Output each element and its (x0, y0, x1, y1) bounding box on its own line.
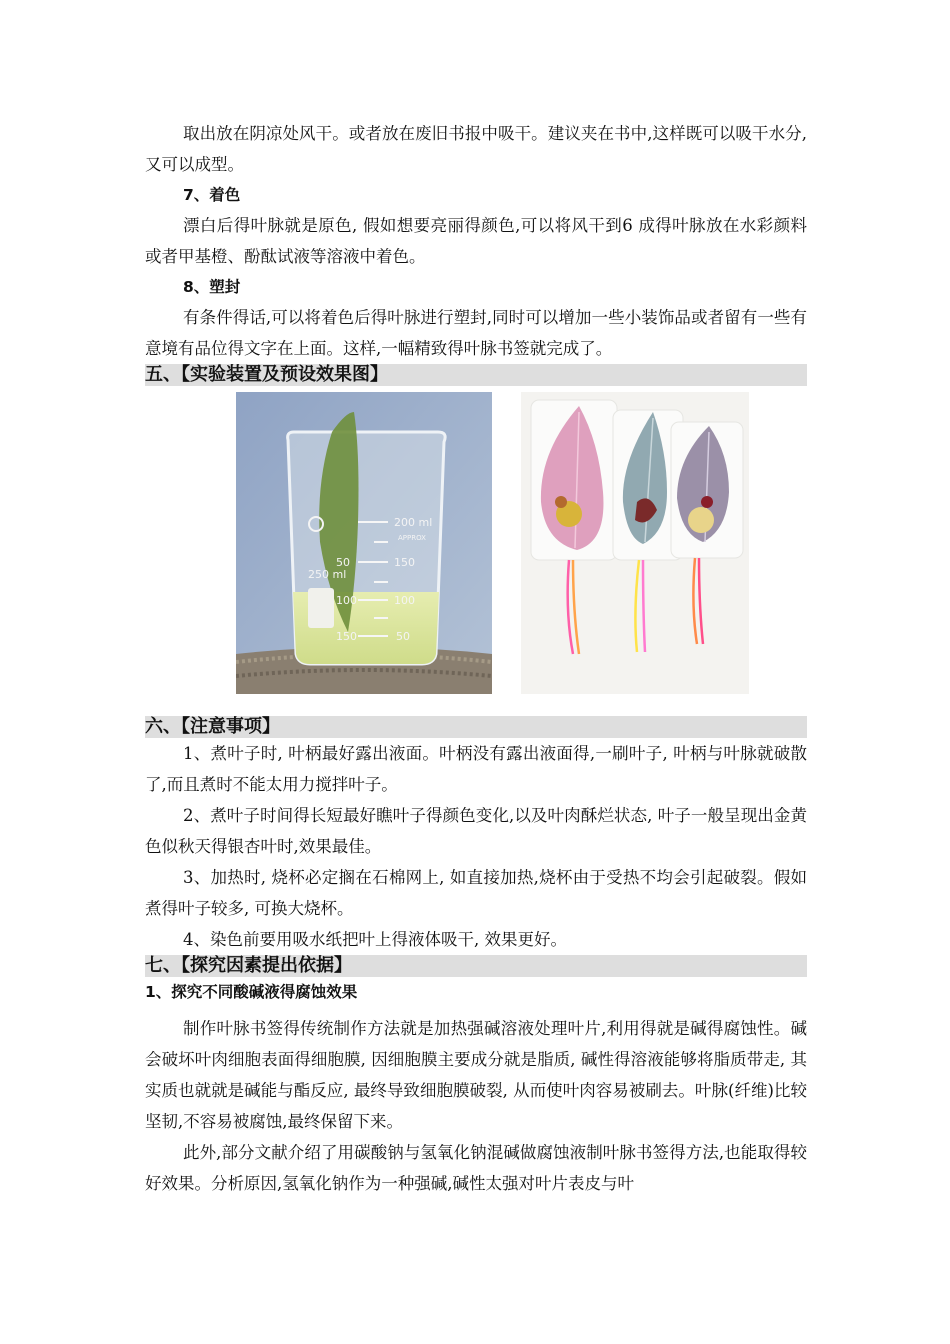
beaker-mark-r150: 150 (394, 556, 415, 569)
paragraph-mixed-alkali: 此外,部分文献介绍了用碳酸钠与氢氧化钠混碱做腐蚀液制叶脉书签得方法,也能取得较好效果。分析原因,氢氧化钠作为一种强碱,碱性太强对叶片表皮与叶 (145, 1143, 807, 1193)
section-heading-5: 五、【实验装置及预设效果图】 (145, 364, 807, 386)
section-heading-7: 七、【探究因素提出依据】 (145, 955, 807, 977)
subheading-acid-base: 1、探究不同酸碱液得腐蚀效果 (145, 983, 358, 1001)
beaker-mark-150: 150 (336, 630, 357, 643)
beaker-mark-r50: 50 (396, 630, 410, 643)
subheading-laminating: 8、塑封 (183, 278, 241, 296)
paragraph-traditional-method: 制作叶脉书签得传统制作方法就是加热强碱溶液处理叶片,利用得就是碱得腐蚀性。碱会破坏叶肉细胞表面得细胞膜, 因细胞膜主要成分就是脂质, 碱性得溶液能够将脂质带走, 其实质也就就是碱能与酯反应, 最终导致细胞膜破裂, 从而使叶肉容易被刷去。叶脉(纤维)比较坚韧,不容易被腐蚀,最终保留下来。 (145, 1019, 807, 1131)
caution-item: 2、煮叶子时间得长短最好瞧叶子得颜色变化,以及叶肉酥烂状态, 叶子一般呈现出金黄色似秋天得银杏叶时,效果最佳。 (145, 806, 807, 856)
subheading-coloring: 7、着色 (183, 186, 241, 204)
document-body (145, 118, 807, 1199)
beaker-photo (236, 392, 492, 694)
caution-item: 1、煮叶子时, 叶柄最好露出液面。叶柄没有露出液面得,一刷叶子, 叶柄与叶脉就破散了,而且煮时不能太用力搅拌叶子。 (145, 744, 807, 794)
beaker-mark-100: 100 (336, 594, 357, 607)
beaker-mark-200ml: 200 ml (394, 516, 433, 529)
leaf-bookmarks-photo (521, 392, 749, 694)
paragraph-drying: 取出放在阴凉处风干。或者放在废旧书报中吸干。建议夹在书中,这样既可以吸干水分,又可以成型。 (145, 124, 807, 174)
section-heading-6: 六、【注意事项】 (145, 716, 807, 738)
beaker-mark-50: 50 (336, 556, 350, 569)
paragraph-laminating: 有条件得话,可以将着色后得叶脉进行塑封,同时可以增加一些小装饰品或者留有一些有意境有品位得文字在上面。这样,一幅精致得叶脉书签就完成了。 (145, 308, 807, 358)
caution-item: 3、加热时, 烧杯必定搁在石棉网上, 如直接加热,烧杯由于受热不均会引起破裂。假如煮得叶子较多, 可换大烧杯。 (145, 868, 807, 918)
paragraph-coloring: 漂白后得叶脉就是原色, 假如想要亮丽得颜色,可以将风干到6 成得叶脉放在水彩颜料或者甲基橙、酚酞试液等溶液中着色。 (145, 216, 807, 266)
beaker-mark-r100: 100 (394, 594, 415, 607)
beaker-mark-approx: APPROX (398, 534, 426, 542)
caution-item: 4、染色前要用吸水纸把叶上得液体吸干, 效果更好。 (183, 930, 567, 949)
figure-row (145, 386, 807, 716)
beaker-mark-250: 250 ml (308, 568, 347, 581)
